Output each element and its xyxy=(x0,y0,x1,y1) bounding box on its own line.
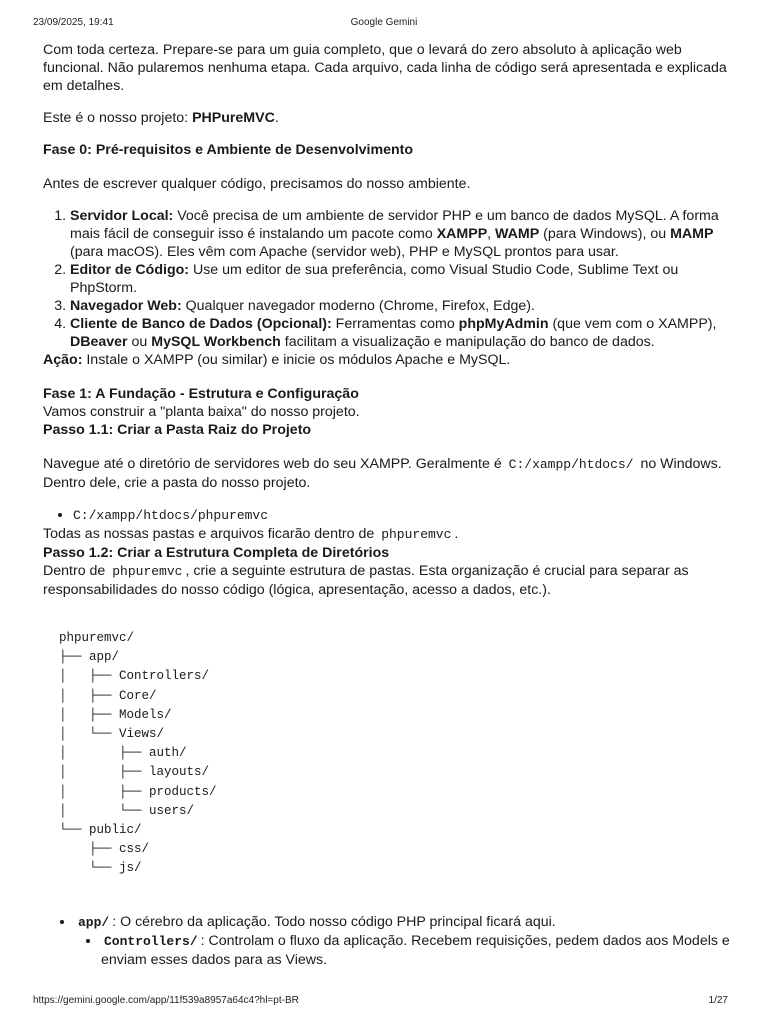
document-body xyxy=(43,41,733,969)
list-item xyxy=(70,261,733,297)
item-bold: MySQL Workbench xyxy=(151,334,281,350)
project-line xyxy=(43,109,733,127)
step1-paragraph xyxy=(43,455,733,492)
step1-text: Navegue até o diretório de servidores web do seu XAMPP. Geralmente é xyxy=(43,456,506,472)
page-number: 1/27 xyxy=(708,995,728,1006)
intro-paragraph: Com toda certeza. Prepare-se para um guia completo, que o levará do zero absoluto à aplicação web funcional. Não pularemos nenhuma etapa. Cada arquivo, cada linha de código será apresentada e explicada em detalhes. xyxy=(43,42,727,94)
step1-after-text: . xyxy=(454,526,459,542)
xampp-path-code: C:/xampp/htdocs/ xyxy=(508,457,634,472)
project-name: PHPureMVC xyxy=(192,110,275,126)
project-path-code: C:/xampp/htdocs/phpuremvc xyxy=(73,508,269,523)
fase0-heading-text: Fase 0: Pré-requisitos e Ambiente de Desenvolvimento xyxy=(43,142,414,158)
controllers-folder-code: Controllers/ xyxy=(104,933,198,949)
folder-explanation-list xyxy=(43,913,733,969)
item-text: Use um editor de sua preferência, como Visual Studio Code, Sublime Text ou PhpStorm. xyxy=(70,262,679,296)
item-bold: MAMP xyxy=(670,226,714,242)
print-datetime: 23/09/2025, 19:41 xyxy=(33,17,114,28)
requirements-list xyxy=(43,207,733,351)
app-folder-text: : O cérebro da aplicação. Todo nosso código PHP principal ficará aqui. xyxy=(112,913,556,930)
project-suffix: . xyxy=(274,110,279,126)
fase1-intro: Vamos construir a "planta baixa" do nosso projeto. xyxy=(43,404,360,420)
item-label: Editor de Código: xyxy=(70,262,190,278)
folder-name-code: phpuremvc xyxy=(381,527,452,542)
item-text: Ferramentas como xyxy=(331,316,459,332)
controllers-folder-text: : Controlam o fluxo da aplicação. Recebem requisições, pedem dados aos Models e enviam esses dados para as Views. xyxy=(101,932,730,968)
project-prefix: Este é o nosso projeto: xyxy=(43,110,193,126)
list-item xyxy=(70,207,733,261)
fase0-intro: Antes de escrever qualquer código, precisamos do nosso ambiente. xyxy=(43,176,471,192)
action-label: Ação: xyxy=(43,352,83,368)
step1-heading-text: Passo 1.1: Criar a Pasta Raiz do Projeto xyxy=(43,422,312,438)
sub-list xyxy=(75,932,733,969)
app-folder-code: app/ xyxy=(78,914,110,930)
project-path-list xyxy=(43,506,733,525)
item-label: Navegador Web: xyxy=(70,298,182,314)
step2-text: , crie a seguinte estrutura de pastas. Esta organização é crucial para separar as responsabilidades do nosso código (lógica, apresentação, acesso a dados, etc.). xyxy=(43,563,689,598)
print-title: Google Gemini xyxy=(350,17,418,28)
list-item xyxy=(70,297,733,315)
item-text: facilitam a visualização e manipulação do banco de dados. xyxy=(280,334,655,350)
action-line xyxy=(43,351,733,369)
item-text: ou xyxy=(127,334,152,350)
step2-heading xyxy=(43,544,733,562)
print-url: https://gemini.google.com/app/11f539a8957a64c4?hl=pt-BR xyxy=(33,995,299,1006)
item-bold: phpMyAdmin xyxy=(458,316,549,332)
item-label: Servidor Local: xyxy=(70,208,174,224)
item-text: (para Windows), ou xyxy=(539,226,671,242)
action-text: Instale o XAMPP (ou similar) e inicie os módulos Apache e MySQL. xyxy=(82,352,511,368)
step2-text: Dentro de xyxy=(43,563,110,579)
step2-heading-text: Passo 1.2: Criar a Estrutura Completa de Diretórios xyxy=(43,545,390,561)
item-text: (que vem com o XAMPP), xyxy=(548,316,717,332)
item-bold: XAMPP xyxy=(436,226,488,242)
step1-text: no Windows. Dentro dele, crie a pasta do nosso projeto. xyxy=(43,456,722,491)
folder-name-code: phpuremvc xyxy=(112,564,183,579)
fase1-heading xyxy=(43,385,733,403)
fase0-heading xyxy=(43,141,733,159)
list-item xyxy=(75,913,733,969)
list-item xyxy=(73,506,733,525)
step1-after-text: Todas as nossas pastas e arquivos ficarão dentro de xyxy=(43,526,379,542)
item-bold: WAMP xyxy=(495,226,540,242)
step2-paragraph xyxy=(43,562,733,599)
fase1-heading-text: Fase 1: A Fundação - Estrutura e Configuração xyxy=(43,386,359,402)
item-label: Cliente de Banco de Dados (Opcional): xyxy=(70,316,332,332)
item-text: Você precisa de um ambiente de servidor PHP e um banco de dados MySQL. A forma mais fácil de conseguir isso é instalando um pacote como xyxy=(70,208,719,242)
directory-tree-code-block: phpuremvc/ ├── app/ │ ├── Controllers/ │ ├── Core/ │ ├── Models/ │ └── Views/ │ ├── auth/ │ ├── layouts/ │ ├── products/ │ └── users/ └── public/ ├── css/ └── js/ xyxy=(59,631,217,876)
item-bold: DBeaver xyxy=(70,334,128,350)
item-text: , xyxy=(487,226,496,242)
step1-after xyxy=(43,525,733,544)
list-item xyxy=(70,315,733,351)
item-text: Qualquer navegador moderno (Chrome, Firefox, Edge). xyxy=(181,298,535,314)
list-item xyxy=(101,932,733,969)
step1-heading xyxy=(43,421,733,439)
item-text: (para macOS). Eles vêm com Apache (servidor web), PHP e MySQL prontos para usar. xyxy=(70,244,619,260)
